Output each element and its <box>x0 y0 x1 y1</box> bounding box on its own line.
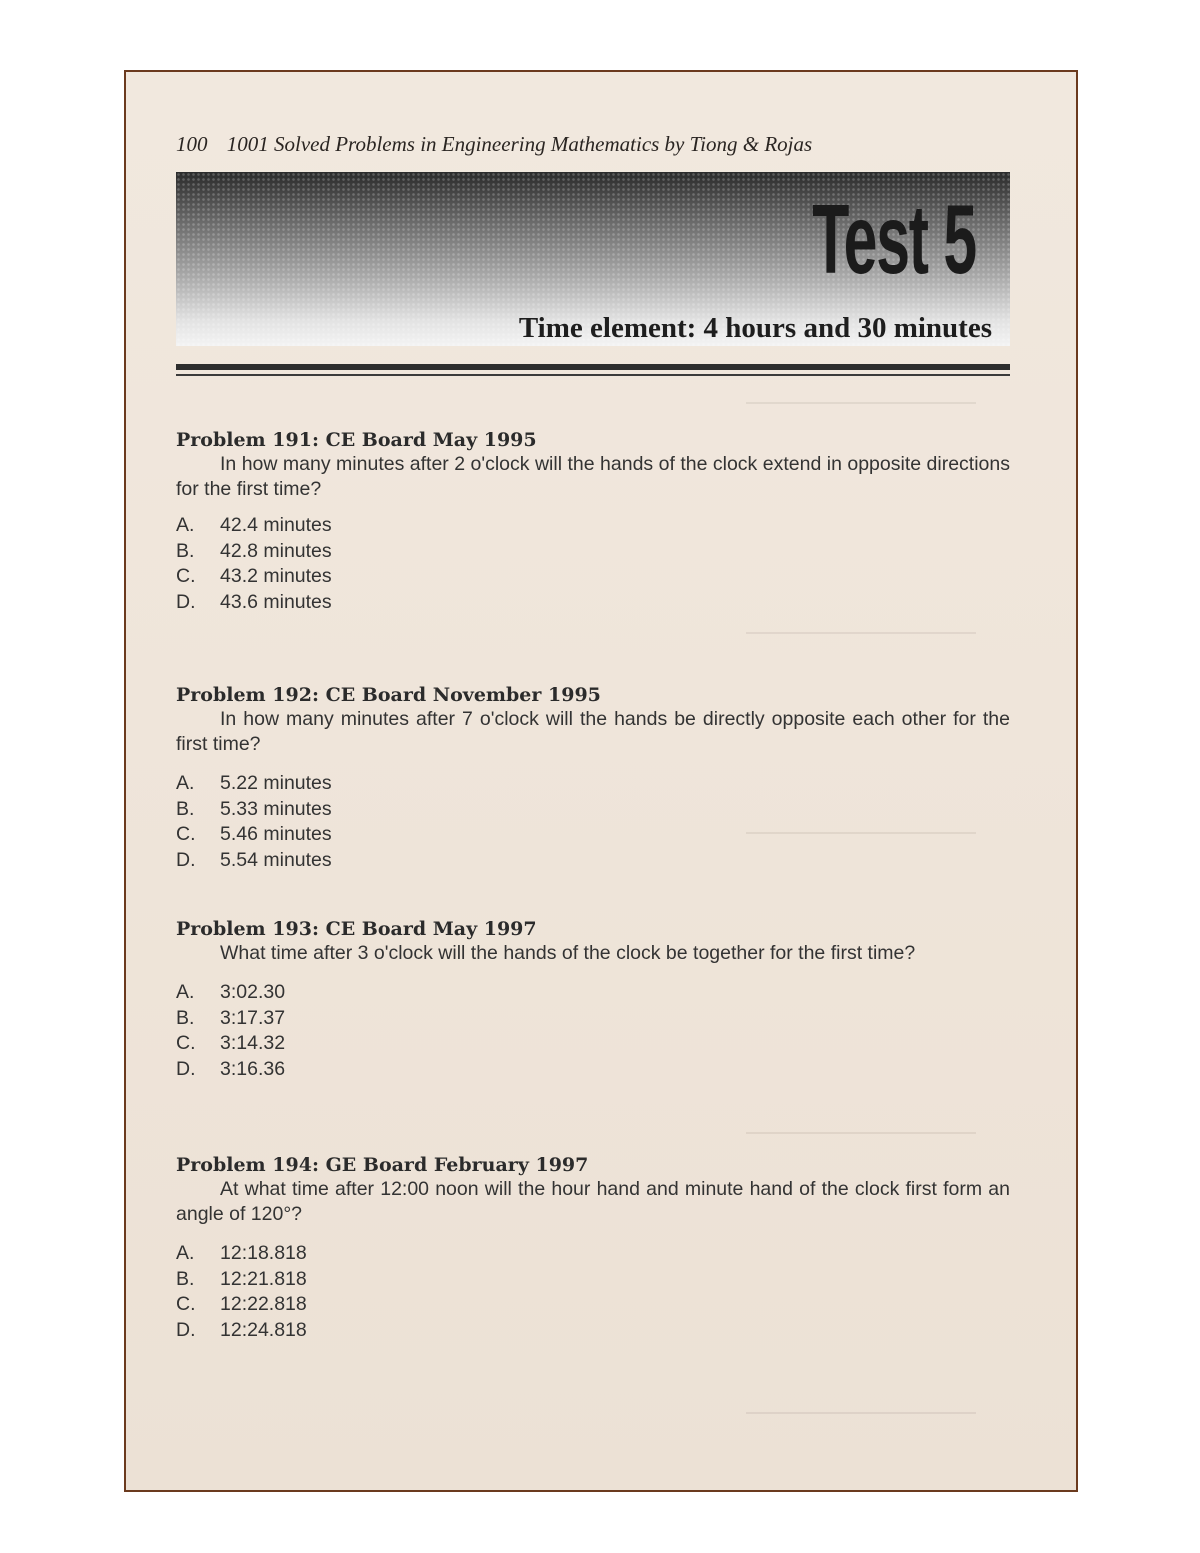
choice-text: 3:16.36 <box>220 1057 286 1080</box>
bleed-through-line <box>746 632 976 634</box>
choice-text: 5.46 minutes <box>220 823 332 845</box>
choice-letter: A. <box>176 981 195 1003</box>
choice-item <box>176 771 1010 797</box>
choice-list <box>176 513 1010 615</box>
choice-letter: D. <box>176 1318 196 1341</box>
choice-letter: C. <box>176 565 196 587</box>
choice-letter: D. <box>176 1057 196 1080</box>
choice-letter: B. <box>176 1006 195 1029</box>
choice-list <box>176 1241 1010 1343</box>
choice-letter: B. <box>176 1267 195 1290</box>
choice-text: 3:17.37 <box>220 1006 286 1029</box>
problem-question: What time after 3 o'clock will the hands of the clock be together for the first time? <box>220 942 916 964</box>
choice-text: 5.54 minutes <box>220 848 332 871</box>
choice-text: 3:14.32 <box>220 1032 286 1054</box>
choice-letter: B. <box>176 797 195 820</box>
choice-letter: C. <box>176 1293 196 1315</box>
choice-text: 42.4 minutes <box>220 514 332 536</box>
problem-question: At what time after 12:00 noon will the hour hand and minute hand of the clock first form an angle of 120°? <box>176 1178 1010 1225</box>
choice-text: 12:18.818 <box>220 1242 307 1264</box>
problem-heading: Problem 193: CE Board May 1997 <box>176 918 537 940</box>
choice-text: 3:02.30 <box>220 981 286 1003</box>
choice-letter: D. <box>176 848 196 871</box>
problem-question: In how many minutes after 7 o'clock will the hands be directly opposite each other for the first time? <box>176 708 1010 755</box>
choice-item <box>176 1006 1010 1032</box>
banner-rule-thick <box>176 364 1010 370</box>
test-banner <box>176 172 1010 346</box>
choice-letter: C. <box>176 823 196 845</box>
problem-191 <box>176 429 1010 615</box>
choice-letter: A. <box>176 772 195 794</box>
bleed-through-line <box>746 402 976 404</box>
choice-text: 43.2 minutes <box>220 565 332 587</box>
choice-list <box>176 980 1010 1082</box>
choice-item <box>176 1267 1010 1293</box>
choice-text: 42.8 minutes <box>220 539 332 562</box>
choice-item <box>176 1318 1010 1344</box>
scanned-page <box>124 70 1078 1492</box>
running-header <box>176 132 812 157</box>
choice-item <box>176 797 1010 823</box>
choice-text: 5.33 minutes <box>220 797 332 820</box>
problem-194 <box>176 1154 1010 1343</box>
problem-heading: Problem 191: CE Board May 1995 <box>176 429 537 451</box>
bleed-through-line <box>746 1132 976 1134</box>
choice-letter: C. <box>176 1032 196 1054</box>
choice-list <box>176 771 1010 873</box>
problem-193 <box>176 918 1010 1082</box>
page-number: 100 <box>176 132 208 156</box>
choice-text: 43.6 minutes <box>220 590 332 613</box>
choice-letter: B. <box>176 539 195 562</box>
choice-letter: A. <box>176 514 195 536</box>
time-element: Time element: 4 hours and 30 minutes <box>518 312 992 344</box>
choice-text: 12:22.818 <box>220 1293 307 1315</box>
choice-text: 12:21.818 <box>220 1267 307 1290</box>
choice-text: 5.22 minutes <box>220 772 332 794</box>
choice-item <box>176 513 1010 539</box>
book-title: 1001 Solved Problems in Engineering Mathematics by Tiong & Rojas <box>226 132 813 156</box>
choice-item <box>176 1292 1010 1318</box>
choice-item <box>176 822 1010 848</box>
choice-letter: A. <box>176 1242 195 1264</box>
choice-item <box>176 848 1010 874</box>
choice-letter: D. <box>176 590 196 613</box>
problem-question: In how many minutes after 2 o'clock will the hands of the clock extend in opposite directions for the first time? <box>176 453 1010 500</box>
test-title: Test 5 <box>812 184 976 294</box>
choice-item <box>176 1057 1010 1083</box>
banner-rule-thin <box>176 374 1010 376</box>
choice-item <box>176 1241 1010 1267</box>
problem-heading: Problem 194: GE Board February 1997 <box>176 1154 589 1176</box>
bleed-through-line <box>746 1412 976 1414</box>
choice-item <box>176 539 1010 565</box>
problem-192 <box>176 684 1010 873</box>
choice-item <box>176 564 1010 590</box>
choice-text: 12:24.818 <box>220 1318 307 1341</box>
choice-item <box>176 1031 1010 1057</box>
choice-item <box>176 590 1010 616</box>
problem-heading: Problem 192: CE Board November 1995 <box>176 684 601 706</box>
choice-item <box>176 980 1010 1006</box>
